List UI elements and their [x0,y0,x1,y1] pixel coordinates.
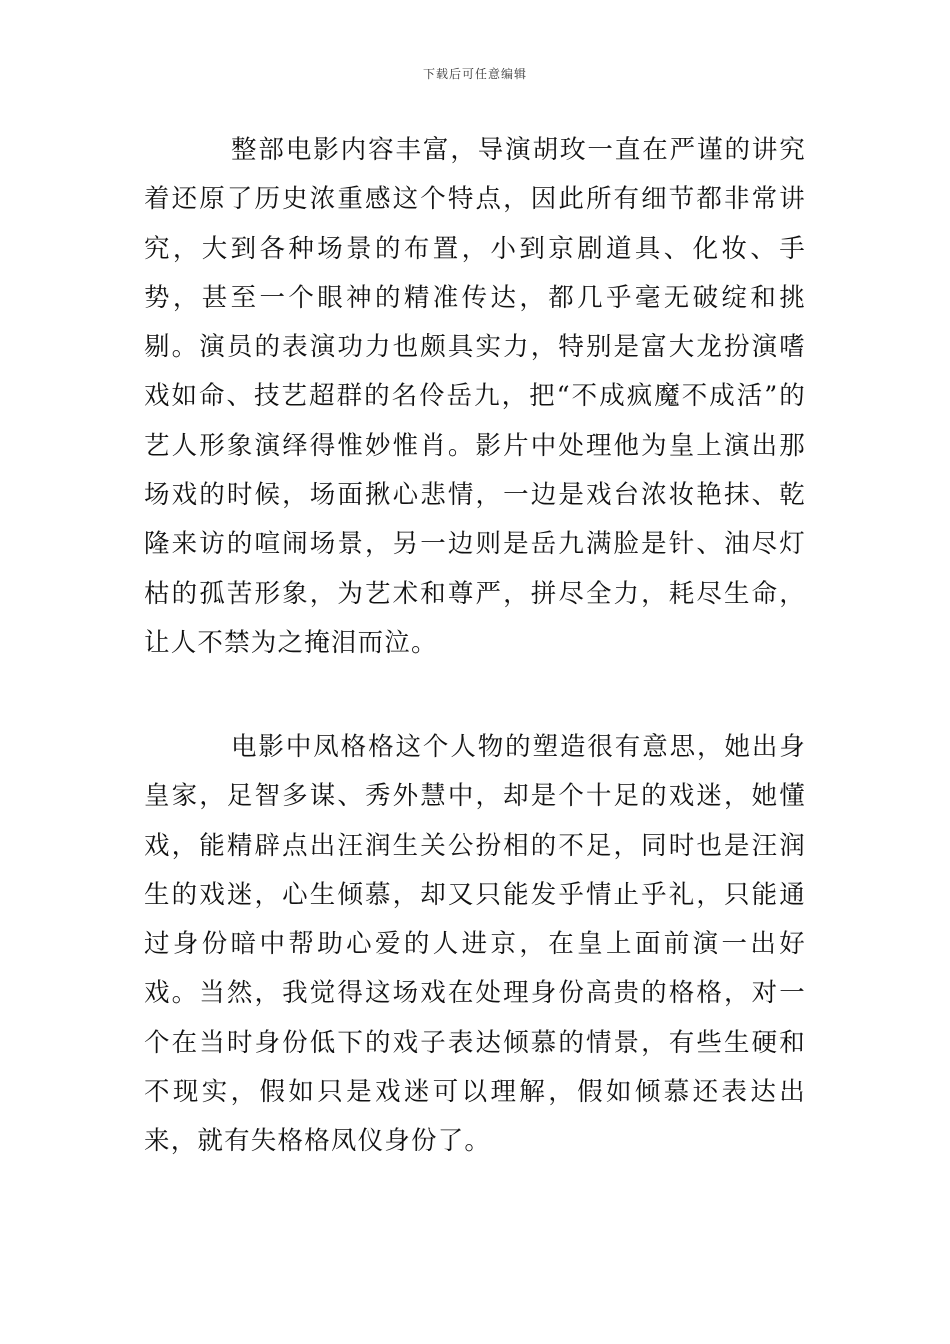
body-paragraph-2: 电影中凤格格这个人物的塑造很有意思，她出身皇家，足智多谋、秀外慧中，却是个十足的戏迷，她懂戏，能精辟点出汪润生关公扮相的不足，同时也是汪润生的戏迷，心生倾慕，却又只能发乎情止乎礼，只能通过身份暗中帮助心爱的人进京，在皇上面前演一出好戏。当然，我觉得这场戏在处理身份高贵的格格，对一个在当时身份低下的戏子表达倾慕的情景，有些生硬和不现实，假如只是戏迷可以理解，假如倾慕还表达出来，就有失格格凤仪身份了。 [144,732,806,1157]
page-header: 下载后可任意编辑 [422,67,527,81]
body-paragraph-1: 整部电影内容丰富，导演胡玫一直在严谨的讲究着还原了历史浓重感这个特点，因此所有细节都非常讲究，大到各种场景的布置，小到京剧道具、化妆、手势，甚至一个眼神的精准传达，都几乎毫无破绽和挑剔。演员的表演功力也颇具实力，特别是富大龙扮演嗜戏如命、技艺超群的名伶岳九，把“不成疯魔不成活”的艺人形象演绎得惟妙惟肖。影片中处理他为皇上演出那场戏的时候，场面揪心悲情，一边是戏台浓妆艳抹、乾隆来访的喧闹场景，另一边则是岳九满脸是针、油尽灯枯的孤苦形象，为艺术和尊严，拼尽全力，耗尽生命，让人不禁为之掩泪而泣。 [144,135,806,658]
